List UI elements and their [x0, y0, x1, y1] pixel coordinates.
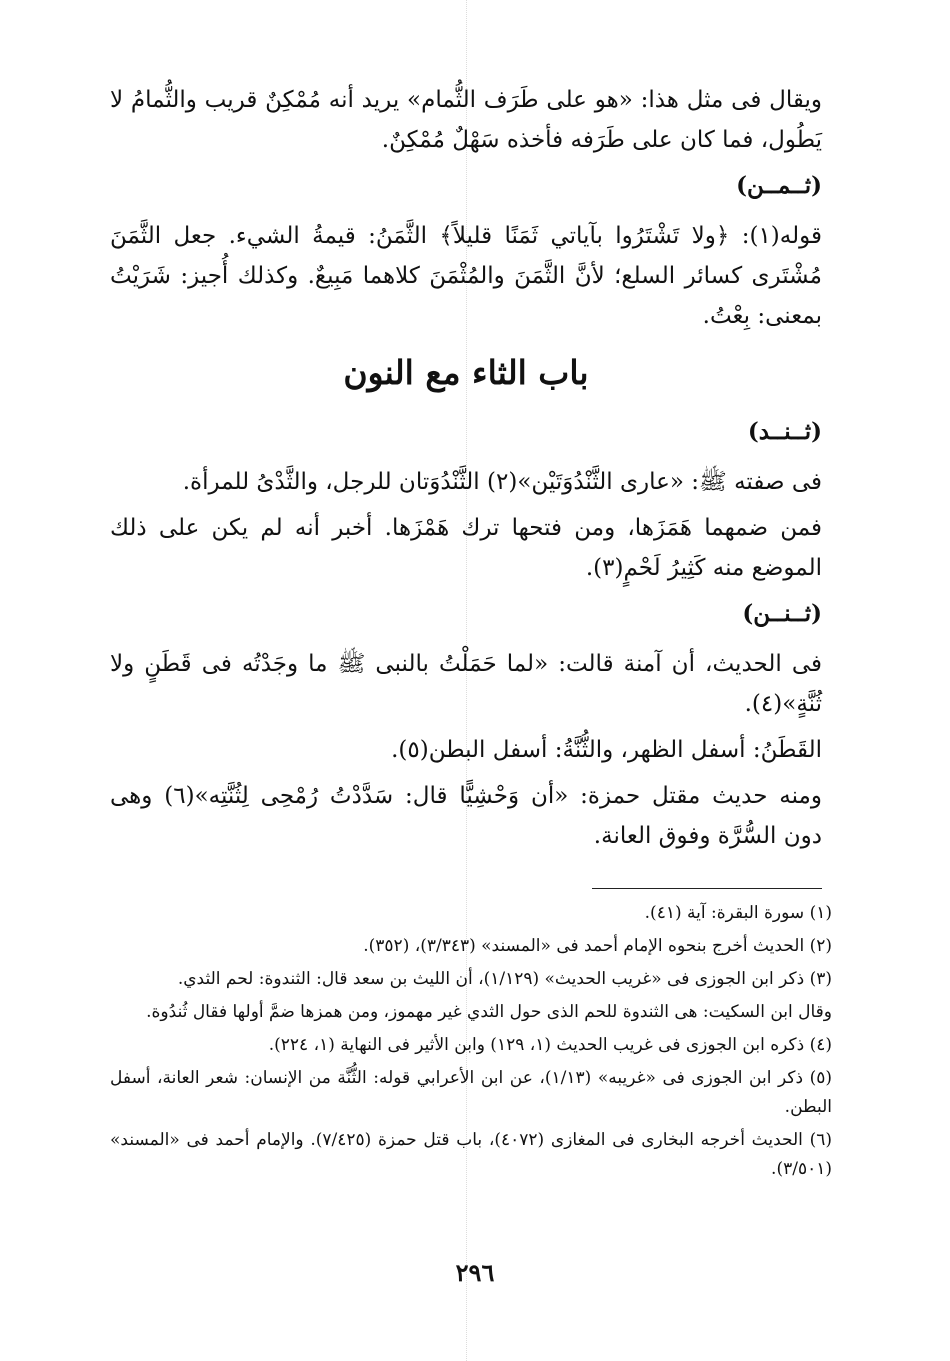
- footnote-1: (١) سورة البقرة: آية (٤١).: [644, 903, 832, 923]
- paragraph-amina-hadith: فى الحديث، أن آمنة قالت: «لما حَمَلْتُ بالنبى ﷺ ما وجَدْتُه فى قَطَنٍ ولا ثُنَّةٍ»(٤).: [110, 651, 822, 717]
- footnote-6: (٦) الحديث أخرجه البخارى فى المغازى (٤٠٧٢)، باب قتل حمزة (٧/٤٢٥). والإمام أحمد فى «المسند» (٣/٥٠١).: [110, 1130, 832, 1179]
- footnote-3-continued: وقال ابن السكيت: هى الثندوة للحم الذى حول الثدي غير مهموز، ومن همزها ضمَّ أولها فقال ثُندُوة.: [146, 1002, 832, 1022]
- footnote-3: (٣) ذكر ابن الجوزى فى «غريب الحديث» (١/١٢٩)، أن الليث بن سعد قال: الثندوة: لحم الثدي.: [177, 969, 832, 989]
- main-text: [110, 80, 822, 862]
- footnote-2: (٢) الحديث أخرج بنحوه الإمام أحمد فى «المسند» (٣/٣٤٣)، (٣٥٢).: [363, 936, 832, 956]
- footnote-4: (٤) ذكره ابن الجوزى فى غريب الحديث (١، ١٢٩) وابن الأثير فى النهاية (١، ٢٢٤).: [268, 1035, 832, 1055]
- footnote-divider: [592, 888, 822, 889]
- chapter-title: باب الثاء مع النون: [343, 353, 589, 392]
- entry-heading-thmn: (ثــمــن): [736, 172, 822, 199]
- entry-heading-thnn: (ثــنــن): [742, 600, 822, 627]
- footnote-5: (٥) ذكر ابن الجوزى فى «غريبه» (١/١٣)، عن ابن الأعرابي قوله: الثُّنَّة من الإنسان: شعر العانة، أسفل البطن.: [110, 1068, 832, 1117]
- footnotes: [110, 899, 832, 1188]
- paragraph-hamza-hadith: ومنه حديث مقتل حمزة: «أن وَحْشِيًّا قال: سَدَّدْتُ رُمْحِى لِثُنَّتِه»(٦) وهى دون السُّرَّة وفوق العانة.: [110, 783, 822, 849]
- paragraph-qatan-definition: القَطَنُ: أسفل الظهر، والثُّنَّةُ: أسفل البطن(٥).: [391, 737, 822, 763]
- paragraph-hamz: فمن ضمهما هَمَزَها، ومن فتحها ترك هَمْزَها. أخبر أنه لم يكن على ذلك الموضع منه كَثِيرُ لَحْمٍ(٣).: [110, 515, 822, 581]
- paragraph-thaman: قوله(١): ﴿ولا تَشْتَرُوا بآياتي ثَمَنًا قليلاً﴾ الثَّمَنُ: قيمةُ الشيء. جعل الثَّمَنَ مُشْتَرى كسائر السلع؛ لأنَّ الثَّمَنَ والمُثْمَنَ كلاهما مَبِيعٌ. وكذلك أُجيز: شَرَيْتُ بمعنى: بِعْتُ.: [110, 223, 822, 329]
- entry-heading-thnd: (ثــنــد): [747, 418, 822, 445]
- paragraph-thanduwa: فى صفته ﷺ: «عارى الثَّنْدُوَتَيْن»(٢) الثَّنْدُوَتان للرجل، والثَّدْىُ للمرأة.: [182, 469, 822, 495]
- page-number: ٢٩٦: [455, 1258, 495, 1287]
- paragraph-thumam: ويقال فى مثل هذا: «هو على طَرَف الثُّمام» يريد أنه مُمْكِنٌ قريب والثُّمامُ لا يَطُول، فما كان على طَرَفه فأخذه سَهْلٌ مُمْكِنٌ.: [110, 87, 822, 153]
